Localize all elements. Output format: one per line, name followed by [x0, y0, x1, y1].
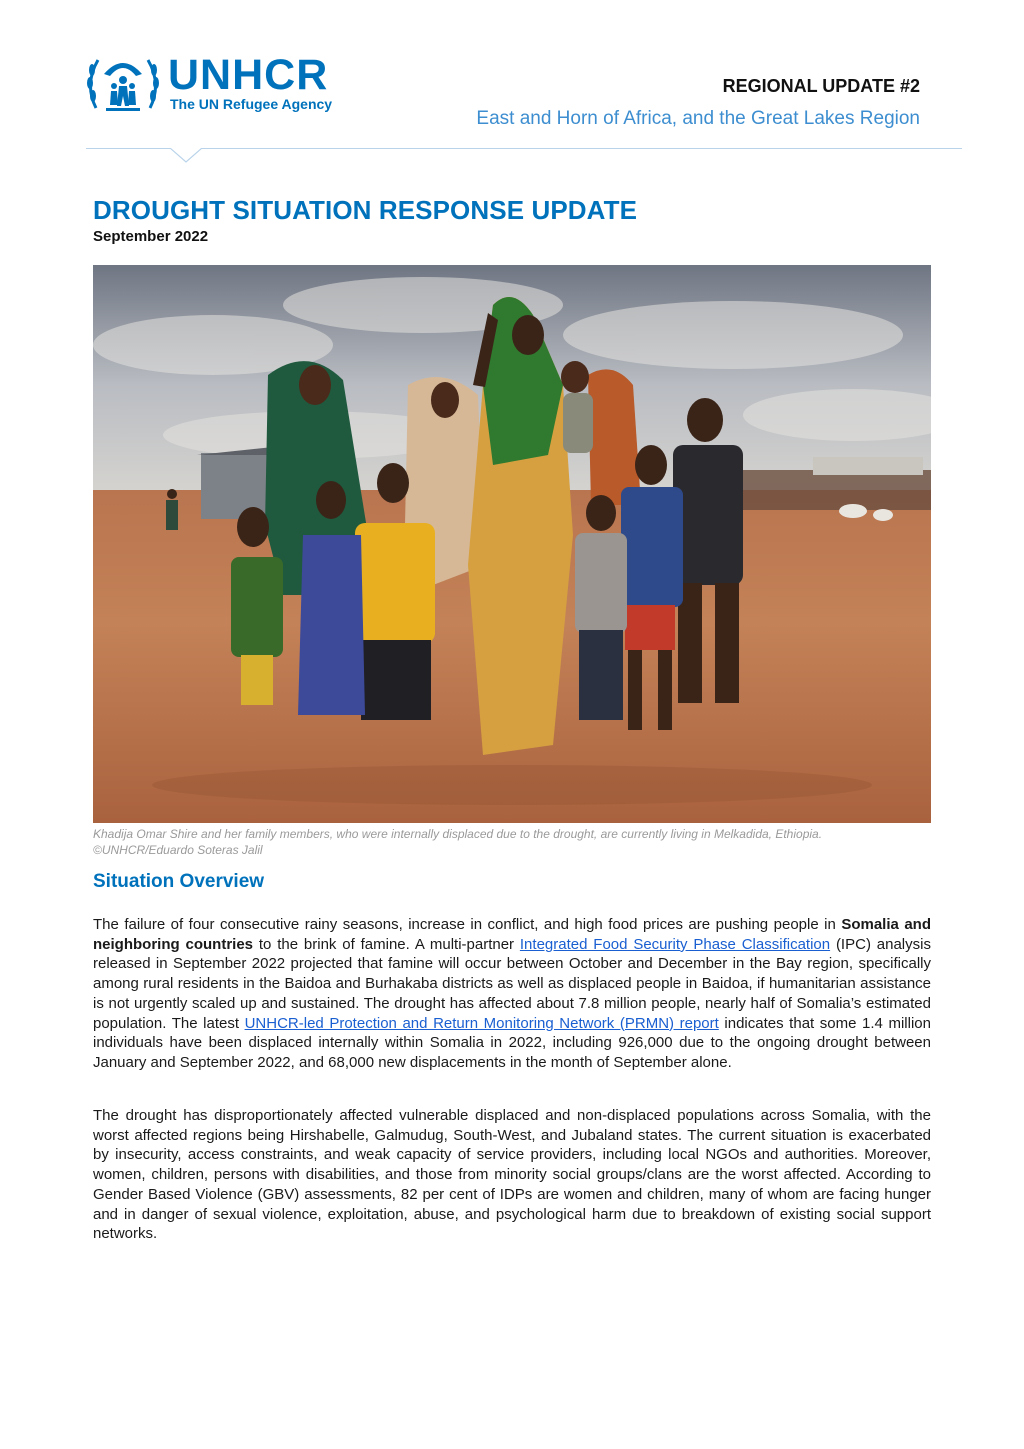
photo-caption [93, 826, 943, 858]
org-name: UNHCR [168, 51, 329, 99]
p1-bold-text: Somalia and neighboring countries [93, 916, 932, 953]
unhcr-emblem-icon [86, 50, 160, 116]
prmn-report-link[interactable]: UNHCR-led Protection and Return Monitoring Network (PRMN) report [244, 1014, 719, 1032]
family-photo [93, 265, 931, 823]
unhcr-logo [86, 50, 366, 116]
org-tagline: The UN Refugee Agency [170, 96, 333, 112]
photo-credit: ©UNHCR/Eduardo Soteras Jalil [93, 843, 263, 857]
ipc-link[interactable]: Integrated Food Security Phase Classification [519, 935, 831, 953]
p1-text-1: The failure of four consecutive rainy seasons, increase in conflict, and high food prices are pushing people in [93, 916, 842, 933]
header-notch-icon [170, 148, 202, 164]
p1-text-3: (IPC) analysis released in September 2022 projected that famine will occur between October and December in the Bay region, specifically among rural residents in the Baidoa and Burhakaba districts as well as displaced people in Baidoa, if humanitarian assistance is not urgently scaled up and sustained. The drought has affected about 7.8 million people, nearly half of Somalia’s estimated population. The latest [93, 935, 931, 1032]
update-label: REGIONAL UPDATE #2 [722, 76, 920, 96]
document-title: DROUGHT SITUATION RESPONSE UPDATE [93, 195, 638, 225]
p1-text-2: to the brink of famine. A multi-partner [253, 935, 520, 953]
header-divider [86, 148, 962, 149]
document-date: September 2022 [93, 228, 209, 245]
region-subtitle: East and Horn of Africa, and the Great Lakes Region [476, 108, 920, 129]
caption-text: Khadija Omar Shire and her family members, who were internally displaced due to the drought, are currently living in Melkadida, Ethiopia. [93, 827, 823, 841]
section-heading: Situation Overview [93, 871, 265, 892]
paragraph-1 [93, 915, 931, 1073]
p1-text-4: indicates that some 1.4 million individuals have been displaced internally within Somalia in 2022, including 926,000 due to the ongoing drought between January and September 2022, and 68,000 new displacements in the month of September alone. [93, 1014, 931, 1071]
paragraph-2: The drought has disproportionately affected vulnerable displaced and non-displaced populations across Somalia, with the worst affected regions being Hirshabelle, Galmudug, South-West, and Jubaland states. The current situation is exacerbated by insecurity, access constraints, and weak capacity of service providers, including local NGOs and authorities. Moreover, women, children, persons with disabilities, and those from minority social groups/clans are the worst affected. According to Gender Based Violence (GBV) assessments, 82 per cent of IDPs are women and children, many of whom are facing hunger and in danger of sexual violence, exploitation, abuse, and psychological harm due to breakdown of existing social support networks. [93, 1107, 931, 1243]
